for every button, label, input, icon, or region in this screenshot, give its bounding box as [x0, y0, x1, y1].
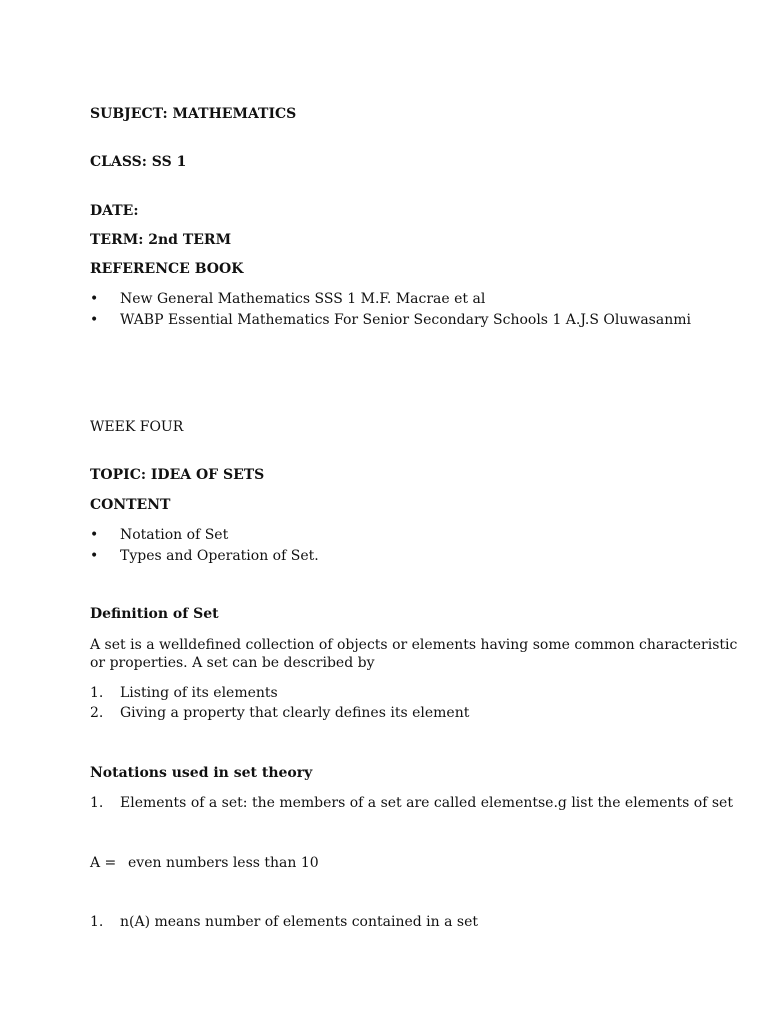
- notations-heading: Notations used in set theory: [90, 765, 313, 781]
- content-heading: CONTENT: [90, 497, 171, 513]
- definition-item-text: Listing of its elements: [120, 685, 278, 701]
- bullet-marker: •: [90, 548, 99, 564]
- content-item: [90, 547, 319, 565]
- content-item-text: Notation of Set: [120, 527, 229, 543]
- reference-text: New General Mathematics SSS 1 M.F. Macrae et al: [120, 291, 486, 307]
- reference-item: [90, 290, 485, 308]
- set-example-lhs: A =: [90, 855, 117, 871]
- definition-paragraph-line: or properties. A set can be described by: [90, 655, 375, 671]
- definition-paragraph-line: A set is a welldefined collection of objects or elements having some common characteristic: [90, 637, 738, 653]
- bullet-marker: •: [90, 527, 99, 543]
- subject-line: SUBJECT: MATHEMATICS: [90, 106, 297, 122]
- date-line: DATE:: [90, 203, 139, 219]
- number-marker: 1.: [90, 914, 104, 930]
- bullet-marker: •: [90, 312, 99, 328]
- number-marker: 1.: [90, 795, 104, 811]
- topic-line: TOPIC: IDEA OF SETS: [90, 467, 265, 483]
- notation-item-text: n(A) means number of elements contained in a set: [120, 914, 478, 930]
- notation-item: [90, 913, 478, 931]
- definition-heading: Definition of Set: [90, 606, 219, 622]
- reference-heading: REFERENCE BOOK: [90, 261, 244, 277]
- notation-item: [90, 794, 733, 812]
- number-marker: 2.: [90, 705, 104, 721]
- content-item: [90, 526, 228, 544]
- notation-item-text: Elements of a set: the members of a set are called elementse.g list the elements of set: [120, 795, 733, 811]
- definition-item-text: Giving a property that clearly defines its element: [120, 705, 470, 721]
- reference-text: WABP Essential Mathematics For Senior Secondary Schools 1 A.J.S Oluwasanmi: [120, 312, 691, 328]
- definition-item: [90, 684, 278, 702]
- reference-item: [90, 311, 691, 329]
- set-example-rhs: even numbers less than 10: [128, 855, 319, 871]
- class-line: CLASS: SS 1: [90, 154, 187, 170]
- set-example: [90, 854, 319, 872]
- number-marker: 1.: [90, 685, 104, 701]
- bullet-marker: •: [90, 291, 99, 307]
- definition-item: [90, 704, 469, 722]
- content-item-text: Types and Operation of Set.: [120, 548, 319, 564]
- term-line: TERM: 2nd TERM: [90, 232, 232, 248]
- week-label: WEEK FOUR: [90, 419, 184, 435]
